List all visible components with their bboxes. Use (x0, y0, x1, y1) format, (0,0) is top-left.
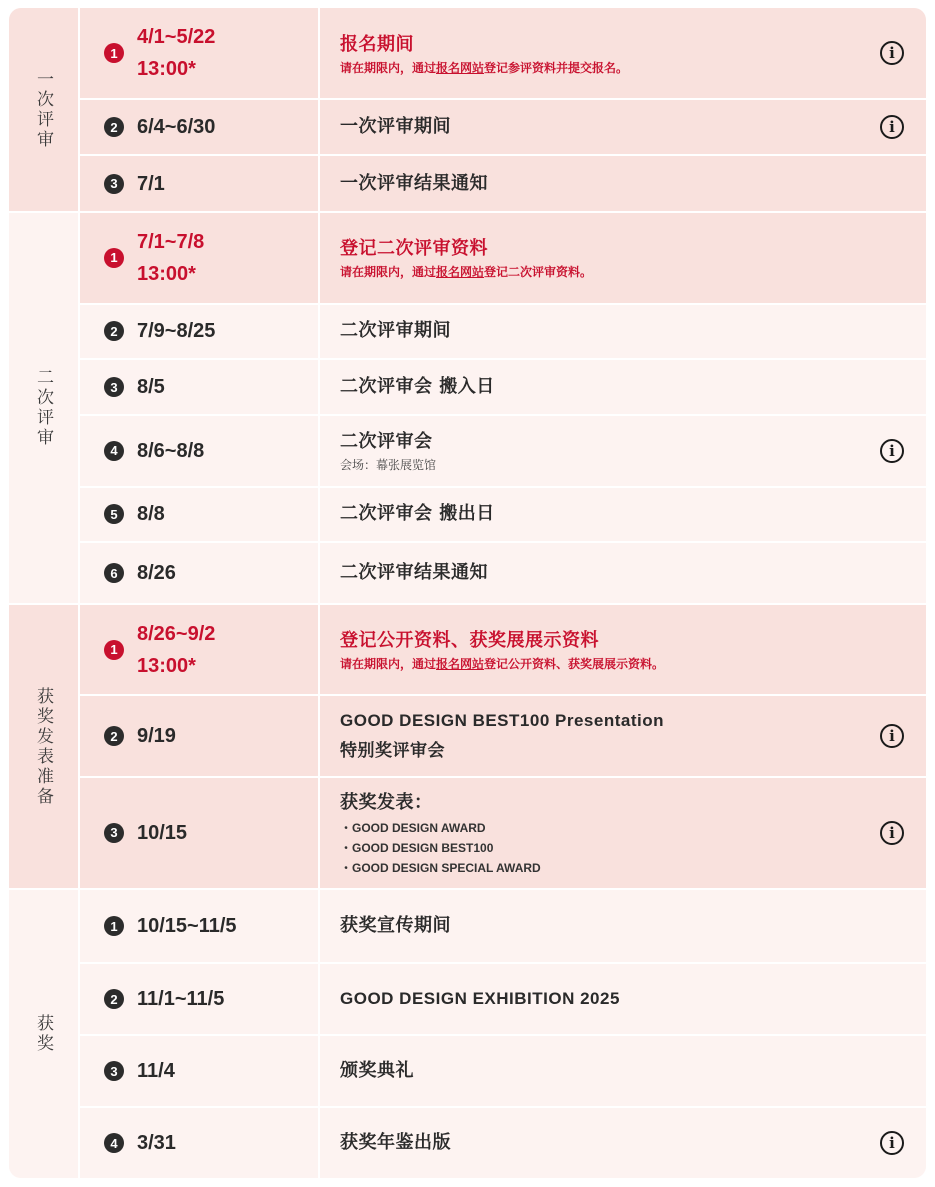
phase-second-review (9, 211, 926, 603)
step-title: 一次评审期间 (340, 116, 451, 137)
schedule-row (80, 541, 926, 603)
schedule-row (80, 486, 926, 542)
schedule-row (80, 890, 926, 962)
schedule-row (80, 213, 926, 303)
step-number-badge: 5 (104, 504, 124, 524)
step-date: 8/6~8/8 (137, 439, 205, 462)
step-number-badge: 2 (104, 989, 124, 1009)
phase-award-preparation (9, 603, 926, 888)
step-number-badge: 2 (104, 726, 124, 746)
step-title: 登记公开资料、获奖展展示资料 (340, 630, 599, 652)
phase-label-text: 一次评审 (33, 69, 53, 150)
step-number-badge: 1 (104, 43, 124, 63)
info-icon[interactable]: i (880, 1131, 904, 1155)
step-title: 获奖年鉴出版 (340, 1132, 451, 1153)
description-text: 请在期限内，通过 (340, 265, 437, 280)
schedule-row (80, 776, 926, 888)
schedule-row (80, 1106, 926, 1178)
step-title: 获奖发表： (340, 791, 433, 813)
list-item: ・GOOD DESIGN AWARD (340, 820, 486, 835)
step-date: 6/4~6/30 (137, 116, 216, 138)
step-date: 8/26~9/2 13:00* (137, 622, 216, 677)
step-number-badge: 3 (104, 377, 124, 397)
info-icon[interactable]: i (880, 41, 904, 65)
step-date: 11/4 (137, 1060, 175, 1082)
phase-label (9, 8, 80, 211)
step-title: 二次评审结果通知 (340, 562, 488, 584)
phase-label-text: 获奖 (33, 1014, 53, 1054)
info-icon[interactable]: i (880, 439, 904, 463)
phase-label (9, 890, 80, 1178)
step-number-badge: 4 (104, 441, 124, 461)
step-title: 获奖宣传期间 (340, 915, 451, 936)
step-title: 报名期间 (340, 33, 414, 55)
description-text: 请在期限内，通过 (340, 657, 437, 672)
step-date: 8/5 (137, 376, 165, 399)
step-number-badge: 3 (104, 823, 124, 843)
step-number-badge: 1 (104, 916, 124, 936)
step-title: 二次评审会 (340, 431, 433, 453)
schedule-row (80, 303, 926, 359)
description-text: 登记二次评审资料。 (484, 265, 593, 280)
info-icon[interactable]: i (880, 821, 904, 845)
step-title: 二次评审会 搬入日 (340, 376, 495, 398)
description-text: 登记公开资料、获奖展展示资料。 (484, 657, 665, 672)
schedule-row (80, 98, 926, 154)
step-date: 10/15 (137, 821, 188, 844)
step-number-badge: 1 (104, 640, 124, 660)
step-number-badge: 6 (104, 563, 124, 583)
schedule-row (80, 694, 926, 775)
schedule-row (80, 154, 926, 211)
phase-label-text: 二次评审 (33, 368, 53, 448)
phase-label (9, 605, 80, 888)
step-date: 9/19 (137, 725, 176, 748)
info-icon[interactable]: i (880, 115, 904, 139)
step-title: 二次评审期间 (340, 320, 451, 342)
step-date: 7/1~7/8 13:00* (137, 230, 205, 285)
list-item: ・GOOD DESIGN SPECIAL AWARD (340, 860, 541, 875)
phase-award (9, 888, 926, 1178)
step-title: 二次评审会 搬出日 (340, 503, 495, 525)
step-number-badge: 3 (104, 174, 124, 194)
schedule-table (9, 8, 926, 1178)
step-date: 3/31 (137, 1132, 176, 1154)
step-date: 11/1~11/5 (137, 988, 225, 1010)
schedule-row (80, 605, 926, 694)
phase-label-text: 获奖发表准备 (33, 686, 53, 807)
entry-site-link[interactable]: 报名网站 (436, 265, 485, 280)
venue-note: 会场：幕张展览馆 (340, 458, 437, 473)
step-date: 8/26 (137, 562, 176, 585)
step-title: 登记二次评审资料 (340, 238, 488, 260)
step-date: 4/1~5/22 13:00* (137, 26, 216, 80)
step-title: GOOD DESIGN EXHIBITION 2025 (340, 989, 620, 1008)
schedule-row (80, 1034, 926, 1106)
schedule-row (80, 8, 926, 98)
entry-site-link[interactable]: 报名网站 (436, 657, 485, 672)
award-list (340, 818, 541, 878)
step-date: 7/1 (137, 172, 165, 195)
phase-label (9, 213, 80, 603)
description-text: 登记参评资料并提交报名。 (484, 60, 629, 75)
step-number-badge: 3 (104, 1061, 124, 1081)
schedule-row (80, 358, 926, 414)
step-description (340, 656, 664, 673)
step-description (340, 264, 592, 281)
step-title: 一次评审结果通知 (340, 172, 488, 194)
step-date: 7/9~8/25 (137, 320, 216, 343)
schedule-row (80, 962, 926, 1034)
list-item: ・GOOD DESIGN BEST100 (340, 840, 494, 855)
description-text: 请在期限内，通过 (340, 60, 437, 75)
step-number-badge: 2 (104, 117, 124, 137)
step-description (340, 60, 628, 77)
entry-site-link[interactable]: 报名网站 (436, 60, 485, 75)
info-icon[interactable]: i (880, 724, 904, 748)
step-date: 10/15~11/5 (137, 915, 237, 937)
schedule-row (80, 414, 926, 486)
step-number-badge: 4 (104, 1133, 124, 1153)
phase-first-review (9, 8, 926, 211)
step-date: 8/8 (137, 503, 165, 526)
step-title: 颁奖典礼 (340, 1060, 414, 1081)
step-number-badge: 1 (104, 248, 124, 268)
step-number-badge: 2 (104, 321, 124, 341)
step-title: GOOD DESIGN BEST100 Presentation 特别奖评审会 (340, 711, 664, 761)
